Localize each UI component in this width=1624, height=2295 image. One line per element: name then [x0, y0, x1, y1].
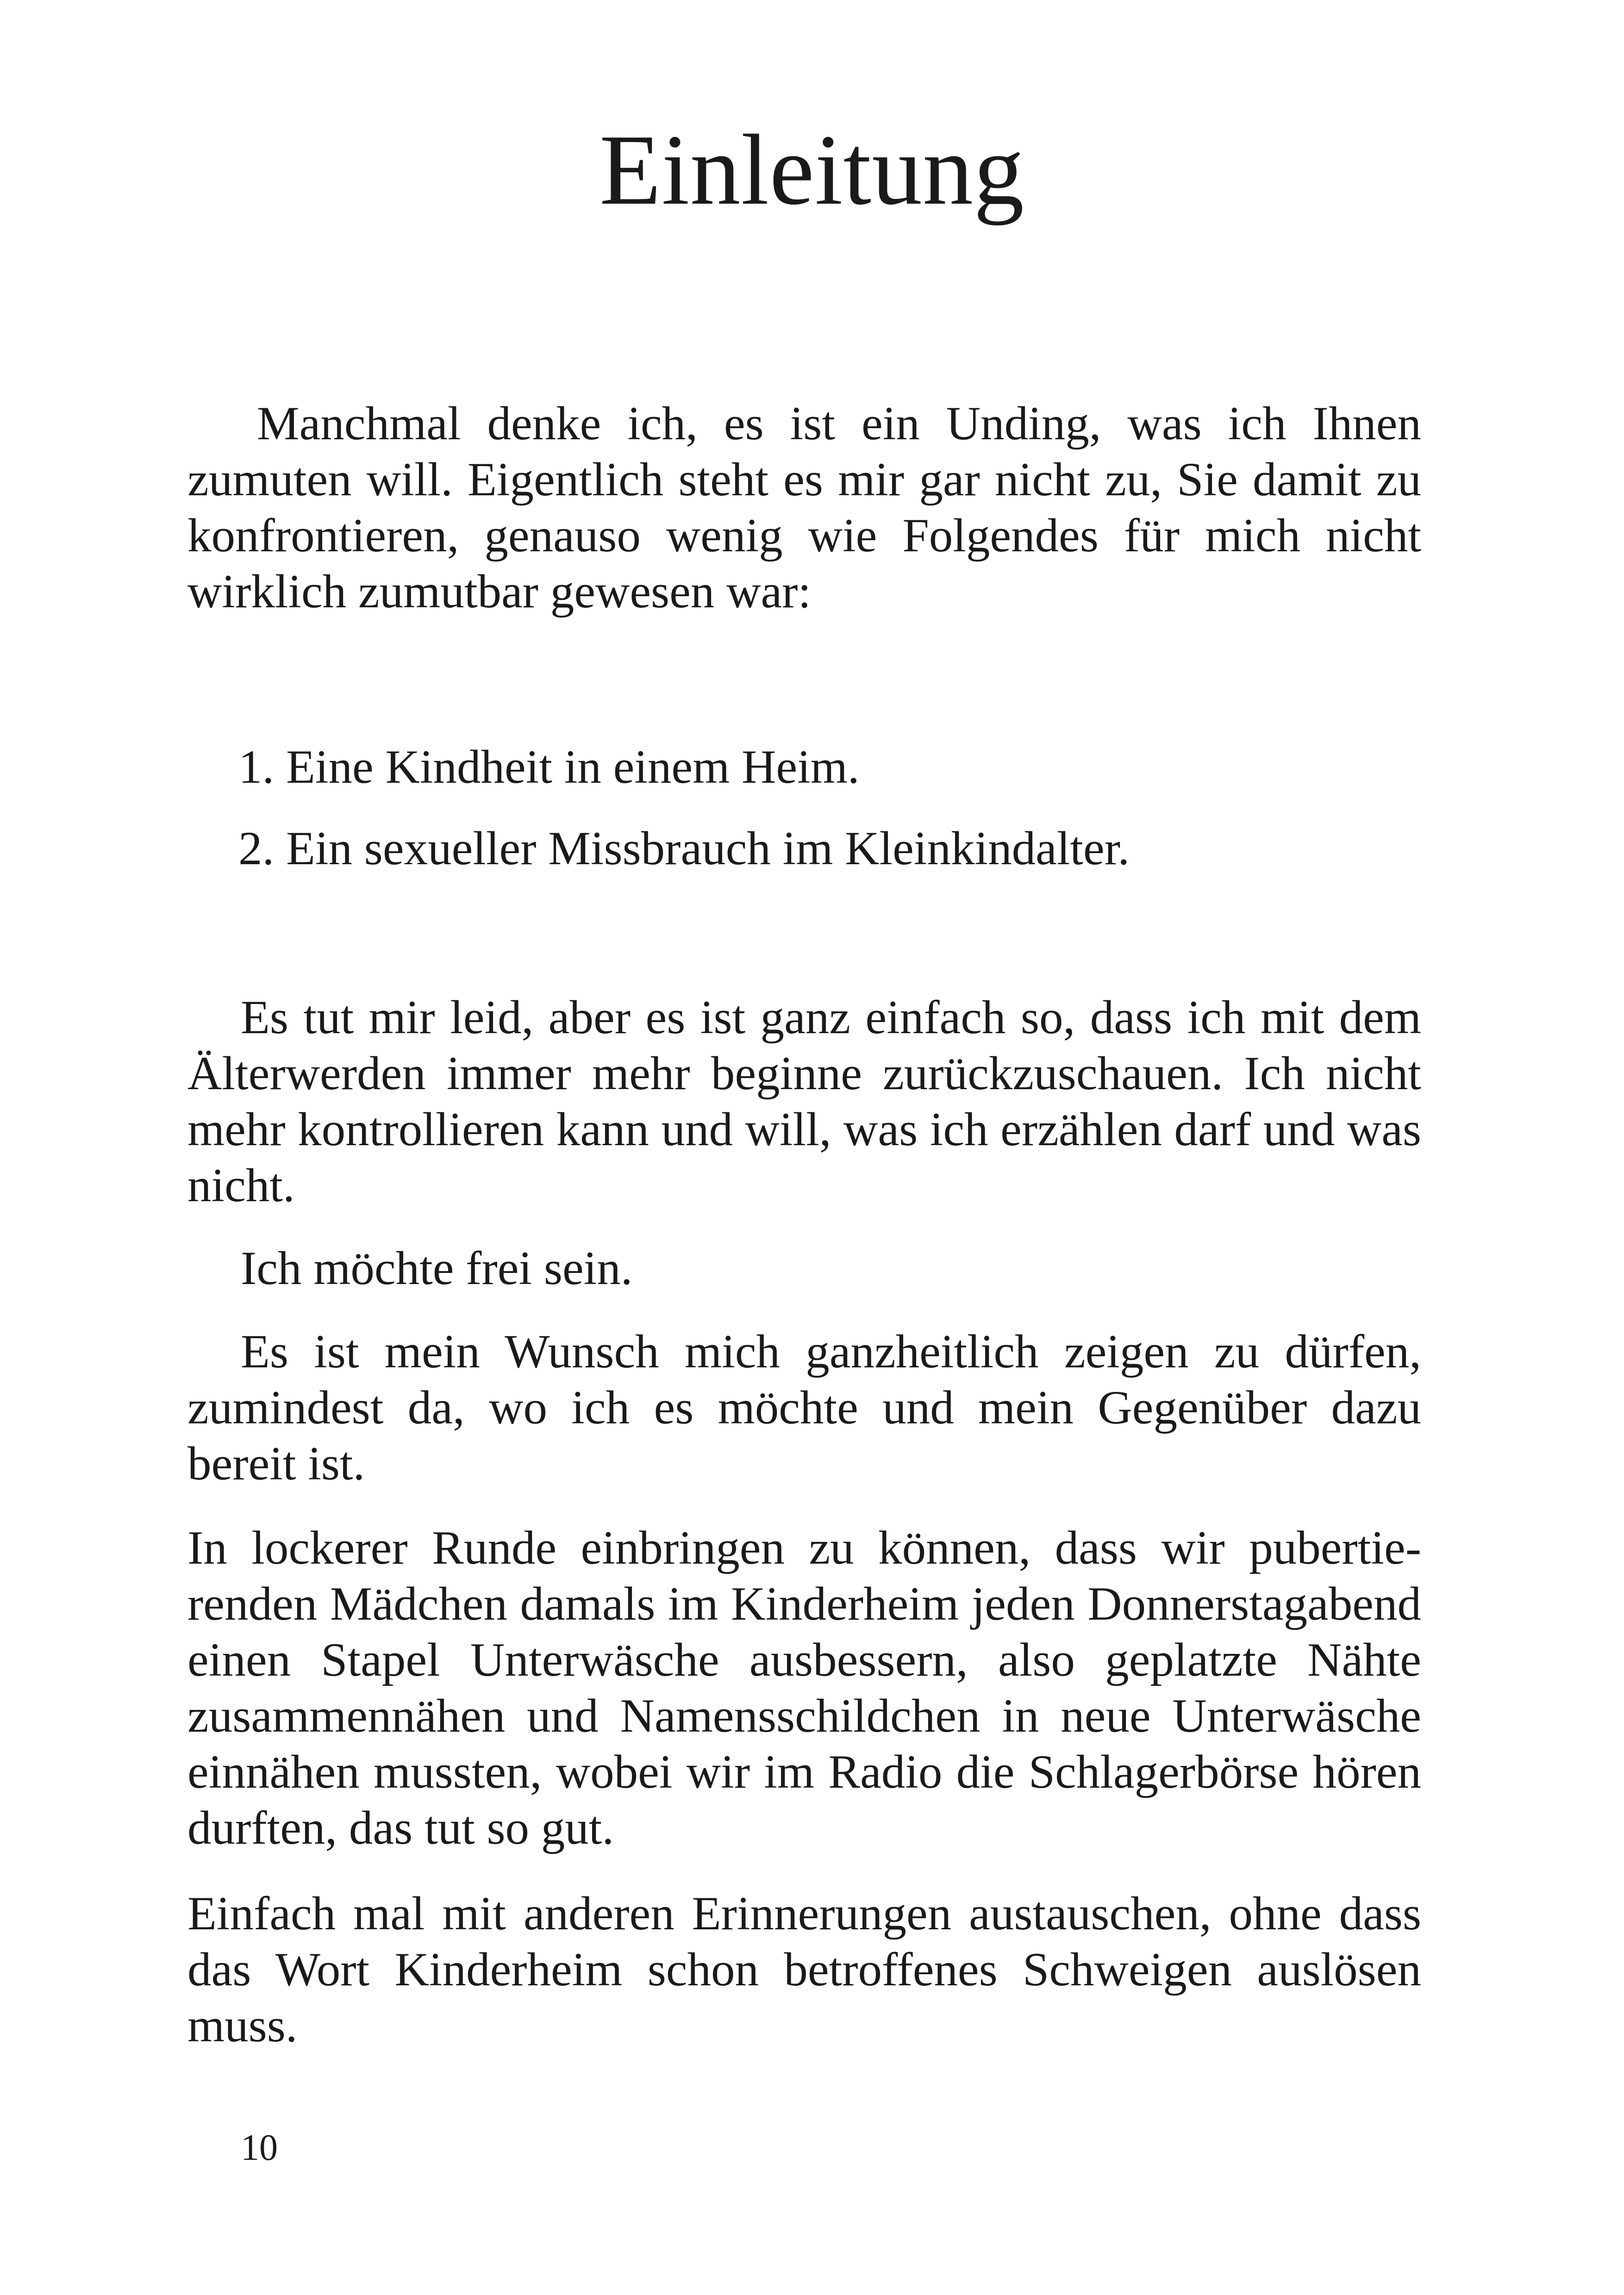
- paragraph-free: Ich möchte frei sein.: [241, 1242, 633, 1295]
- chapter-title: Einleitung: [599, 114, 1025, 226]
- page-number: 10: [241, 2127, 278, 2168]
- paragraph-wish: Es ist mein Wunsch mich ganzheitlich zeigen zu dürfen, zumindest da, wo ich es möchte und mein Gegenüber dazu bereit ist.: [187, 1325, 1421, 1490]
- list-item-2: 2. Ein sexueller Missbrauch im Kleinkindalter.: [238, 822, 1130, 875]
- paragraph-exchange: Einfach mal mit anderen Erinnerungen austauschen, ohne dass das Wort Kinderheim schon betroffenes Schweigen auslösen muss.: [187, 1887, 1421, 2052]
- paragraph-children-home: In lockerer Runde einbringen zu können, dass wir pubertierenden Mädchen damals im Kinderheim jeden Donnerstagabend einen Stapel Unterwäsche ausbessern, also geplatzte Nähte zusammennähen und Namensschildchen in neue Unterwäsche einnähen mussten, wobei wir im Radio die Schlagerbörse hören durften, das tut so gut.: [187, 1522, 1421, 1854]
- list-item-1: 1. Eine Kindheit in einem Heim.: [238, 741, 860, 793]
- paragraph-looking-back: Es tut mir leid, aber es ist ganz einfach so, dass ich mit dem Älterwerden immer mehr beginne zurückzuschauen. Ich nicht mehr kontrollieren kann und will, was ich erzählen darf und was nicht.: [187, 991, 1421, 1212]
- paragraph-intro: Manchmal denke ich, es ist ein Unding, was ich Ihnen zumuten will. Eigentlich steht es mir gar nicht zu, Sie damit zu konfrontieren, genauso wenig wie Folgendes für mich nicht wirklich zumutbar gewesen war:: [187, 397, 1421, 618]
